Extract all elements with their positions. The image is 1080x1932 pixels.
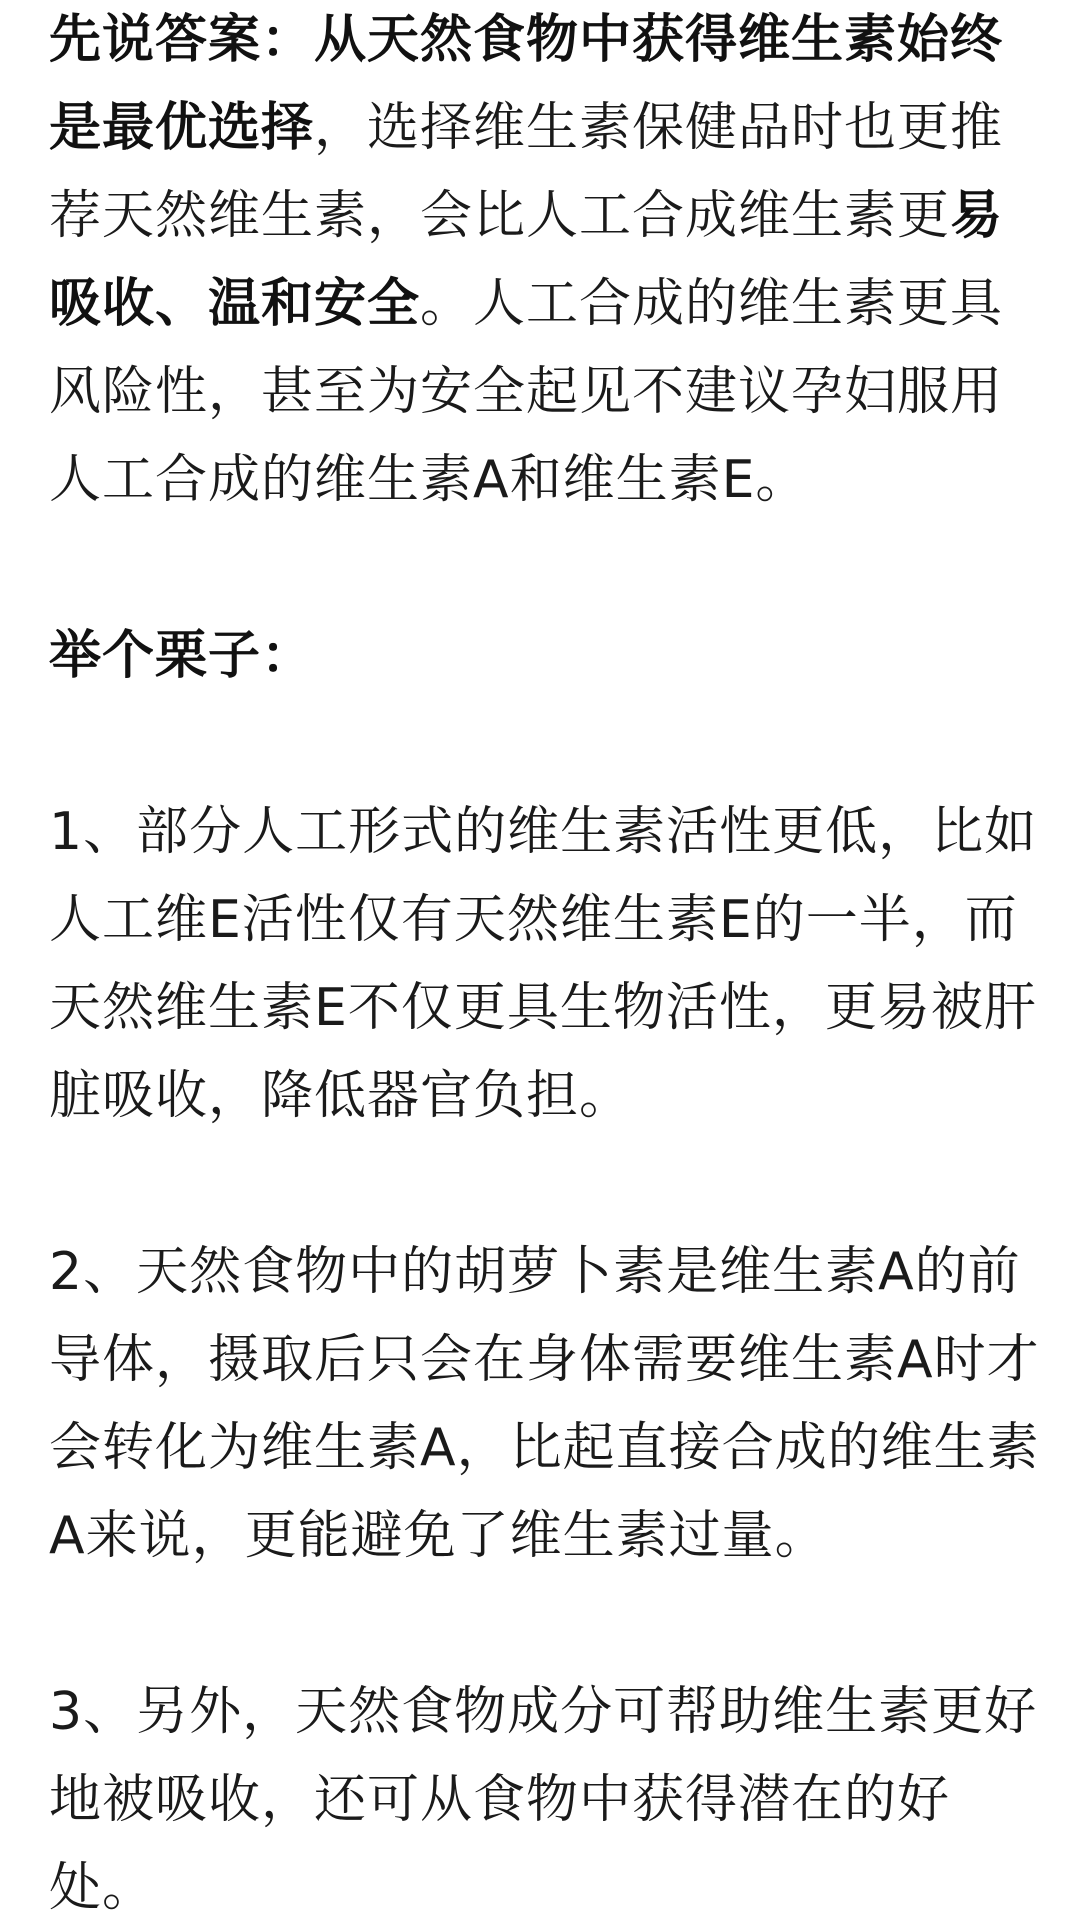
paragraph-gap xyxy=(49,1580,1050,1668)
intro-paragraph xyxy=(49,0,1050,524)
paragraph-gap xyxy=(49,524,1050,612)
intro-text-2: 。人工合成的维生素更具风险性，甚至为安全起见不建议孕妇服用人工合成的维生素A和维生素E。 xyxy=(49,274,1004,510)
example-heading xyxy=(49,612,1050,700)
benefit-bold-text: 易吸收、温和安全 xyxy=(49,186,1004,334)
paragraph-gap xyxy=(49,1140,1050,1228)
point-1-paragraph: 1、部分人工形式的维生素活性更低，比如人工维E活性仅有天然维生素E的一半，而天然维生素E不仅更具生物活性，更易被肝脏吸收，降低器官负担。 xyxy=(49,802,1038,1126)
answer-bold-text: 先说答案：从天然食物中获得维生素始终是最优选择 xyxy=(49,10,1004,158)
paragraph-gap xyxy=(49,700,1050,788)
point-3-paragraph: 3、另外，天然食物成分可帮助维生素更好地被吸收，还可从食物中获得潜在的好处。 xyxy=(49,1682,1038,1918)
intro-text-1: ，选择维生素保健品时也更推荐天然维生素，会比人工合成维生素更 xyxy=(49,98,1004,246)
example-heading-text: 举个栗子： xyxy=(49,626,315,686)
point-2-paragraph: 2、天然食物中的胡萝卜素是维生素A的前导体，摄取后只会在身体需要维生素A时才会转化为维生素A，比起直接合成的维生素A来说，更能避免了维生素过量。 xyxy=(49,1242,1040,1566)
